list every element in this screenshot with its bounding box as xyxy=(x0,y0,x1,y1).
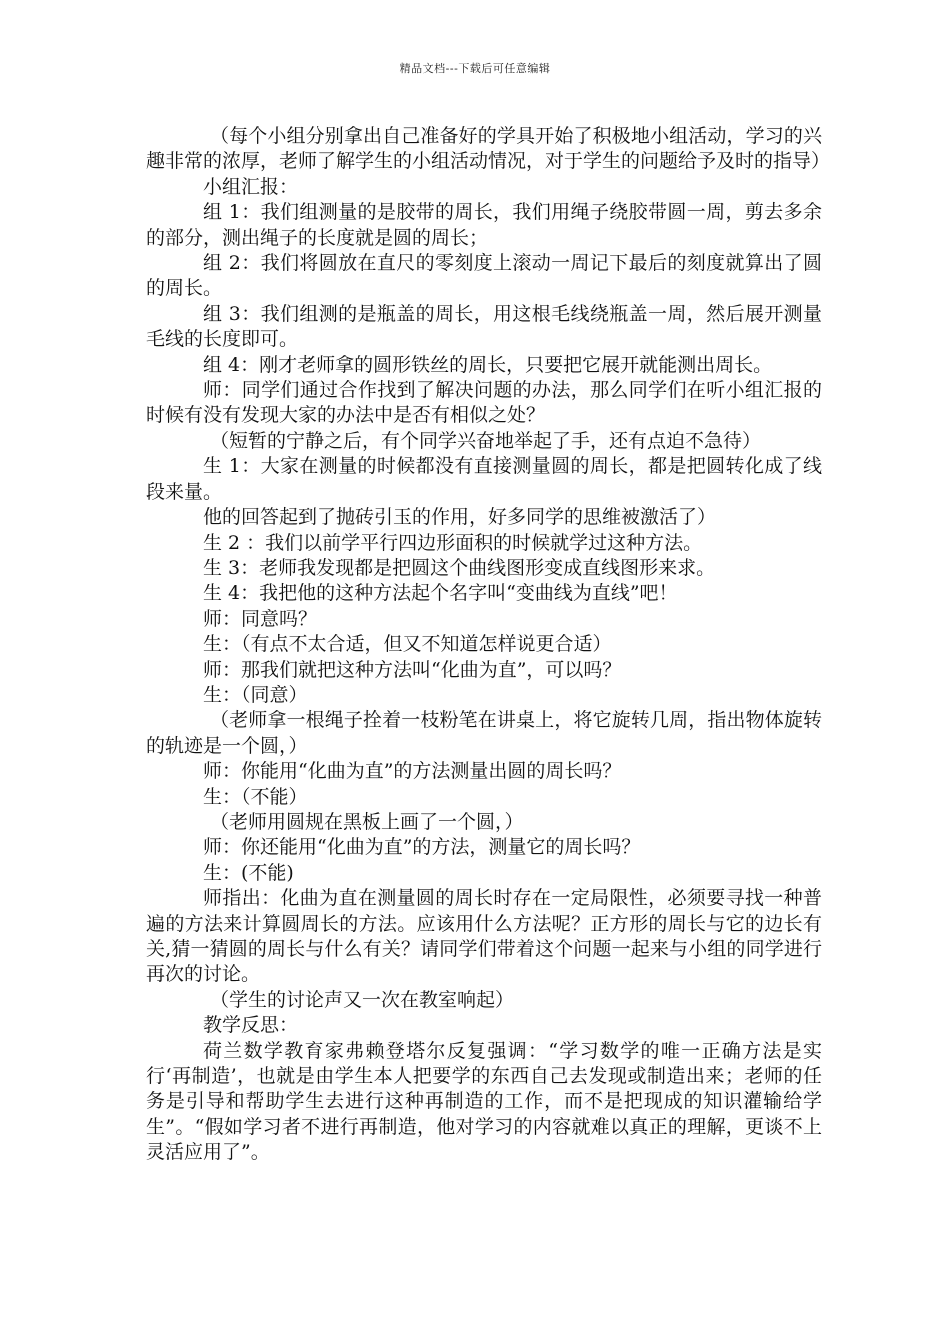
paragraph: 师指出：化曲为直在测量圆的周长时存在一定局限性，必须要寻找一种普遍的方法来计算圆周长的方法。应该用什么方法呢？正方形的周长与它的边长有关,猜一猜圆的周长与什么有关？请同学们带着这个问题一起来与小组的同学进行再次的讨论。 xyxy=(146,887,822,986)
paragraph: 生：（有点不太合适，但又不知道怎样说更合适） xyxy=(203,633,612,656)
paragraph: 生 1：大家在测量的时候都没有直接测量圆的周长，都是把圆转化成了线段来量。 xyxy=(146,455,822,503)
paragraph: 组 1：我们组测量的是胶带的周长，我们用绳子绕胶带圆一周，剪去多余的部分，测出绳子的长度就是圆的周长； xyxy=(146,201,822,249)
paragraph: 生：（同意） xyxy=(203,683,308,706)
paragraph: （每个小组分别拿出自己准备好的学具开始了积极地小组活动，学习的兴趣非常的浓厚，老师了解学生的小组活动情况，对于学生的问题给予及时的指导） xyxy=(146,125,831,173)
paragraph: 小组汇报： xyxy=(203,175,299,198)
paragraph: 师：那我们就把这种方法叫“化曲为直”，可以吗？ xyxy=(203,658,622,681)
paragraph: 生 4：我把他的这种方法起个名字叫“变曲线为直线”吧！ xyxy=(203,582,678,605)
paragraph: 师：你能用“化曲为直”的方法测量出圆的周长吗？ xyxy=(203,760,622,783)
paragraph: 生 2 ：我们以前学平行四边形面积的时候就学过这种方法。 xyxy=(203,531,703,554)
paragraph: 生：(不能) xyxy=(203,861,294,884)
paragraph: （老师拿一根绳子拴着一枝粉笔在讲桌上，将它旋转几周，指出物体旋转的轨迹是一个圆，） xyxy=(146,709,822,757)
document-body xyxy=(146,124,831,1166)
paragraph: （学生的讨论声又一次在教室响起） xyxy=(210,988,515,1011)
paragraph: 生：（不能） xyxy=(203,785,308,808)
paragraph: 组 2：我们将圆放在直尺的零刻度上滚动一周记下最后的刻度就算出了圆的周长。 xyxy=(146,252,822,300)
paragraph: 师：你还能用“化曲为直”的方法，测量它的周长吗？ xyxy=(203,836,641,859)
paragraph: 师：同意吗？ xyxy=(203,607,318,630)
paragraph: 组 4：刚才老师拿的圆形铁丝的周长，只要把它展开就能测出周长。 xyxy=(203,353,773,376)
paragraph: （短暂的宁静之后，有个同学兴奋地举起了手，还有点迫不急待） xyxy=(210,429,762,452)
paragraph: 他的回答起到了抛砖引玉的作用，好多同学的思维被激活了） xyxy=(203,506,717,529)
paragraph: 组 3：我们组测的是瓶盖的周长，用这根毛线绕瓶盖一周，然后展开测量毛线的长度即可。 xyxy=(146,302,822,351)
paragraph: 师：同学们通过合作找到了解决问题的办法，那么同学们在听小组汇报的时候有没有发现大家的办法中是否有相似之处？ xyxy=(146,379,822,427)
paragraph: （老师用圆规在黑板上画了一个圆，） xyxy=(210,810,524,833)
paragraph: 生 3：老师我发现都是把圆这个曲线图形变成直线图形来求。 xyxy=(203,556,716,579)
page-header: 精品文档---下载后可任意编辑 xyxy=(399,62,551,75)
paragraph: 荷兰数学教育家弗赖登塔尔反复强调：“学习数学的唯一正确方法是实行‘再制造’，也就是由学生本人把要学的东西自己去发现或制造出来；老师的任务是引导和帮助学生去进行这种再制造的工作，而不是把现成的知识灌输给学生”。“假如学习者不进行再制造，他对学习的内容就难以真正的理解，更谈不上灵活应用了”。 xyxy=(146,1039,822,1164)
paragraph: 教学反思： xyxy=(203,1014,299,1037)
